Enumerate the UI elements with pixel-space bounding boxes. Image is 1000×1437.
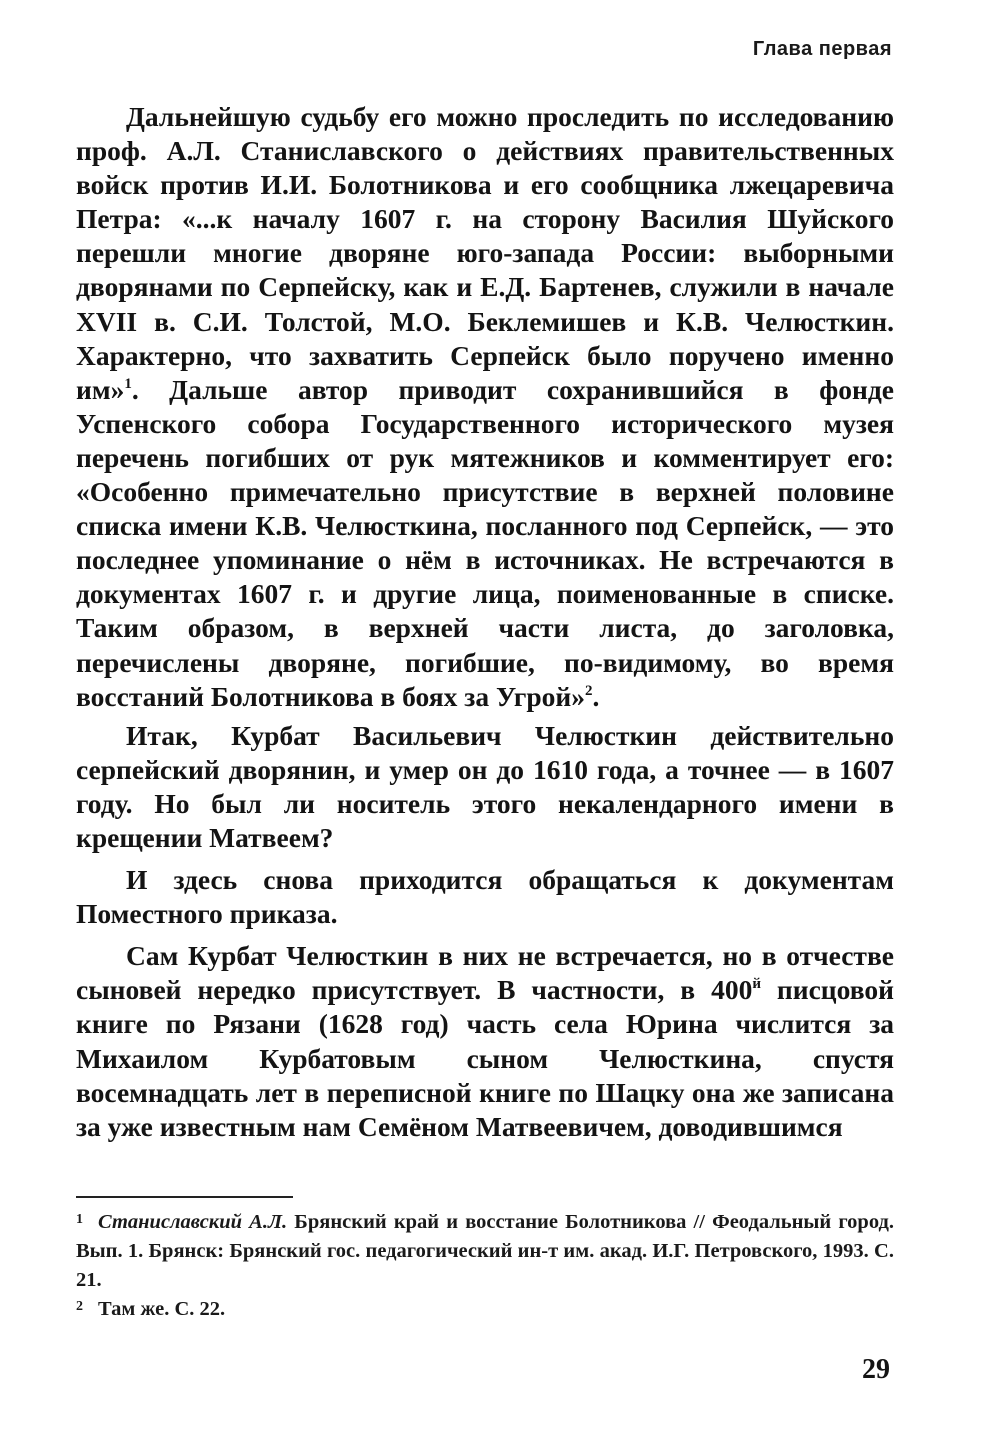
footnotes (76, 1208, 894, 1324)
footnote-author: Станиславский А.Л. (98, 1211, 288, 1233)
paragraph-text: Дальнейшую судьбу его можно проследить по исследованию проф. А.Л. Станиславского о действиях правительственных войск против И.И. Болотникова и его сообщника лжецаревича Петра: «...к началу 1607 г. на сторону Василия Шуйского перешли многие дворяне юго-запада России: выборными дворянами по Серпейску, как и Е.Д. Бартенев, служили в начале XVII в. С.И. Толстой, М.О. Беклемишев и К.В. Челюсткин. Характерно, что захватить Серпейск было поручено именно им» (76, 101, 894, 405)
footnote-2: 2 Там же. С. 22. (76, 1298, 226, 1320)
footnote-ref: 1 (124, 375, 132, 392)
ordinal-suffix: й (752, 976, 761, 993)
paragraph-text: . (592, 680, 600, 712)
paragraph-text: . Дальше автор приводит сохранившийся в фонде Успенского собора Государственного исторического музея перечень погибших от рук мятежников и комментирует его: «Особенно примечательно присутствие в верхней половине списка имени К.В. Челюсткина, посланного под Серпейск, — это последнее упоминание о нём в источниках. Не встречаются в документах 1607 г. и другие лица, поименованные в списке. Таким образом, в верхней части листа, до заголовка, перечислены дворяне, погибшие, по-видимому, во время восстаний Болотникова в боях за Угрой» (76, 373, 894, 712)
footnote-text: Брянский край и восстание Болотникова // Феодальный город. Вып. 1. Брянск: Брянский гос. педагогический ин-т им. акад. И.Г. Петровского, 1993. С. 21. (76, 1211, 894, 1291)
paragraph: И здесь снова приходится обращаться к документам Поместного приказа. (76, 864, 894, 930)
footnote-1: 1 Станиславский А.Л. Брянский край и восстание Болотникова // Феодальный город. Вып. 1. Брянск: Брянский гос. педагогический ин-т им. акад. И.Г. Петровского, 1993. С. 21. (76, 1211, 894, 1291)
paragraph: Итак, Курбат Васильевич Челюсткин действительно серпейский дворянин, и умер он до 1610 года, а точнее — в 1607 году. Но был ли носитель этого некалендарного имени в крещении Матвеем? (76, 719, 894, 853)
paragraph-text: писцовой книге по Рязани (1628 год) часть села Юрина числится за Михаилом Курбатовым сыном Челюсткина, спустя восемнадцать лет в переписной книге по Шацку она же записана за уже известным нам Семёном Матвеевичем, доводившимся (76, 974, 894, 1142)
paragraph (76, 100, 894, 714)
main-text (76, 100, 894, 1152)
paragraph-text: Сам Курбат Челюсткин в них не встречается, но в отчестве сыновей нередко присутствует. В частности, в 400 (76, 940, 894, 1006)
footnote-text: Там же. С. 22. (98, 1298, 226, 1320)
paragraph (76, 939, 894, 1144)
page-number: 29 (862, 1354, 890, 1385)
footnote-divider (76, 1196, 293, 1198)
running-head: Глава первая (752, 38, 892, 60)
footnote-ref: 2 (585, 682, 593, 699)
